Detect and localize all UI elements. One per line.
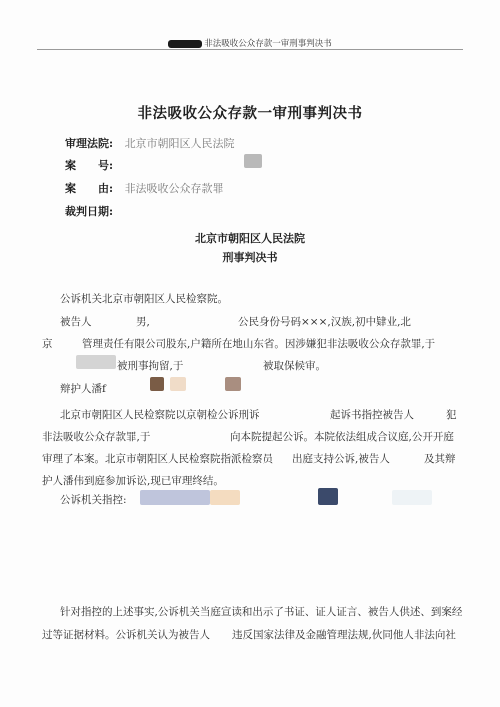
cause-value: 非法吸收公众存款罪 [124,182,224,195]
text-violation: 违反国家法律及金融管理法规,伙同他人非法向社 [232,629,456,641]
text-id-info: 公民身份号码×××,汉族,初中肄业,北 [238,316,411,328]
text-prosecutor-view: 过等证据材料。公诉机关认为被告人 [42,629,210,641]
case-no-label: 案 号: [65,159,114,172]
text-crime: 犯 [446,409,457,421]
court-heading: 北京市朝阳区人民法院 [195,232,305,245]
redaction-blur [392,490,432,505]
text-company: 管理责任有限公司股东,户籍所在地山东省。因涉嫌犯非法吸收公众存款罪,于 [82,338,436,350]
text-prosecution: 向本院提起公诉。本院依法组成合议庭,公开开庭 [230,431,454,443]
running-header [0,37,500,49]
paragraph-prosecutor: 公诉机关北京市朝阳区人民检察院。 [60,293,228,305]
text-indictment: 北京市朝阳区人民检察院以京朝检公诉刑诉 [60,409,260,421]
text-defendant: 被告人 [60,316,92,328]
text-charged: 起诉书指控被告人 [330,409,414,421]
header-rule [37,49,463,50]
text-gender: 男, [136,316,150,328]
redaction-blur [76,355,116,369]
doc-type-heading: 刑事判决书 [222,251,278,264]
redaction-blur [170,377,186,391]
text-defense-lawyer: 辩护人潘f [60,383,106,395]
redaction-blur [210,490,240,505]
redaction-blur [318,488,338,505]
meta-case-no [65,157,113,173]
text-defender: 及其辩 [424,453,456,465]
text-bail: 被取保候审。 [263,360,326,372]
court-label: 审理法院: [65,137,114,150]
court-value: 北京市朝阳区人民法院 [124,137,235,150]
meta-cause [65,180,224,196]
text-trial: 审理了本案。北京市朝阳区人民检察院指派检察员 [42,453,273,465]
date-label: 裁判日期: [65,205,114,218]
cause-label: 案 由: [65,182,114,195]
text-charge-name: 非法吸收公众存款罪,于 [42,431,151,443]
text-support: 出庭支持公诉,被告人 [292,453,390,465]
text-concluded: 护人潘伟到庭参加诉讼,现已审理终结。 [42,475,224,487]
redaction-blur [225,377,241,391]
text-detained: 被刑事拘留,于 [117,360,184,372]
redaction-blur [150,377,164,391]
text-evidence: 针对指控的上述事实,公诉机关当庭宣读和出示了书证、证人证言、被告人供述、到案经 [60,606,463,618]
case-no-redaction [244,154,262,168]
running-header-title: 非法吸收公众存款一审刑事判决书 [204,39,332,49]
redaction-blur [140,490,210,505]
text-charges-heading: 公诉机关指控: [60,494,127,506]
meta-court [65,135,235,151]
meta-date [65,203,113,219]
document-title: 非法吸收公众存款一审刑事判决书 [137,105,363,122]
text-beijing: 京 [42,338,53,350]
redaction-blur [168,40,202,48]
